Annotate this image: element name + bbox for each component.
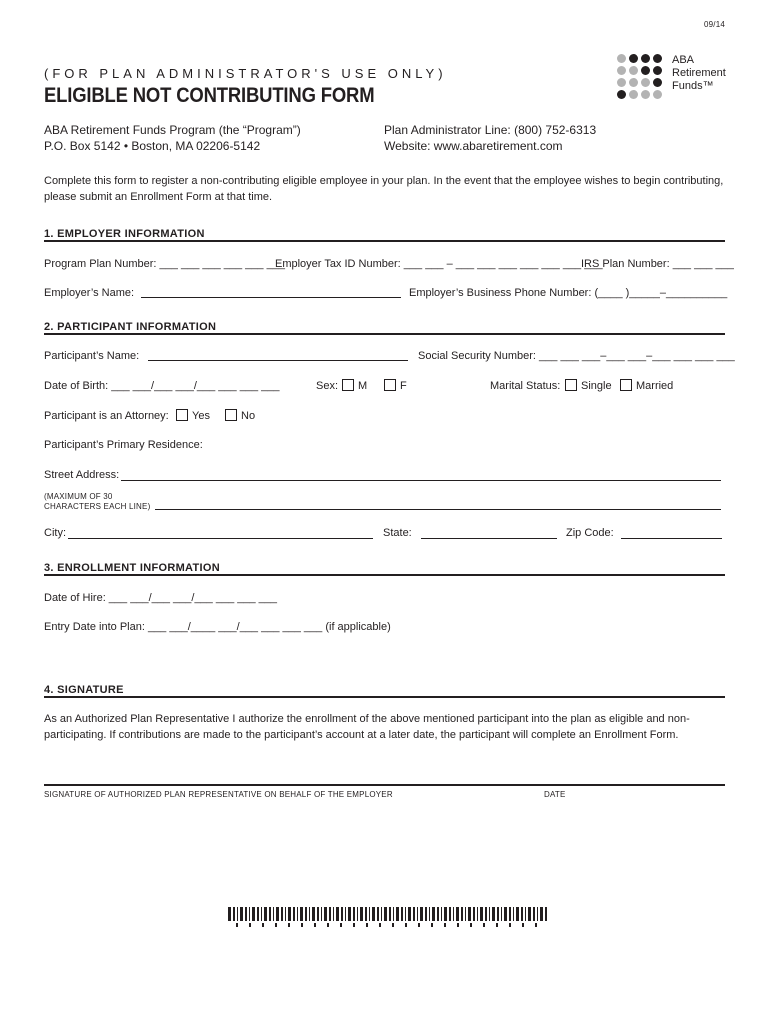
barcode-tick xyxy=(288,923,290,927)
barcode-tick xyxy=(470,923,472,927)
barcode-tick xyxy=(327,923,329,927)
logo-dot xyxy=(653,54,662,63)
barcode-bar xyxy=(537,907,538,921)
barcode-bar xyxy=(521,907,523,921)
logo-text-line2: Retirement xyxy=(672,67,726,79)
sex-f-checkbox[interactable] xyxy=(384,379,396,391)
barcode-bar xyxy=(324,907,327,921)
signature-line[interactable] xyxy=(44,784,725,786)
barcode-bar xyxy=(420,907,423,921)
logo-dot xyxy=(629,90,638,99)
attorney-yes-option[interactable] xyxy=(176,409,210,422)
intro-paragraph: Complete this form to register a non-contributing eligible employee in your plan. In the event that the employee wishes to begin contributing, please submit an Enrollment Form at that time. xyxy=(44,175,724,203)
logo-dot xyxy=(629,66,638,75)
logo-dot xyxy=(629,54,638,63)
sex-f-option[interactable] xyxy=(384,379,407,392)
sex-m-checkbox[interactable] xyxy=(342,379,354,391)
logo-dot xyxy=(641,90,650,99)
section-divider xyxy=(44,574,725,576)
barcode-bar xyxy=(309,907,310,921)
section-heading-employer: 1. EMPLOYER INFORMATION xyxy=(44,228,205,240)
barcode-bar xyxy=(437,907,439,921)
barcode-bar xyxy=(353,907,355,921)
logo-dot xyxy=(629,78,638,87)
barcode-bar xyxy=(545,907,547,921)
max-chars-note-line2: CHARACTERS EACH LINE) xyxy=(44,502,151,511)
street-address-line2[interactable] xyxy=(155,509,721,510)
section-heading-participant: 2. PARTICIPANT INFORMATION xyxy=(44,321,217,333)
admin-use-only-label: (FOR PLAN ADMINISTRATOR'S USE ONLY) xyxy=(44,66,447,81)
barcode-bar xyxy=(413,907,415,921)
marital-single-label: Single xyxy=(581,380,612,392)
zip-code-label: Zip Code: xyxy=(566,527,614,539)
barcode-bar xyxy=(372,907,375,921)
barcode-bar xyxy=(425,907,427,921)
barcode-bar xyxy=(393,907,394,921)
barcode-bar xyxy=(345,907,346,921)
barcode-bar xyxy=(369,907,370,921)
logo-dot xyxy=(617,90,626,99)
state-label: State: xyxy=(383,527,412,539)
barcode-bar xyxy=(276,907,279,921)
city-field[interactable] xyxy=(68,538,373,539)
attorney-no-checkbox[interactable] xyxy=(225,409,237,421)
logo-dot xyxy=(641,66,650,75)
barcode-bar xyxy=(444,907,447,921)
section-heading-enrollment: 3. ENROLLMENT INFORMATION xyxy=(44,562,220,574)
barcode-bar xyxy=(461,907,463,921)
barcode-bar xyxy=(449,907,451,921)
barcode-bar xyxy=(237,907,238,921)
form-title: ELIGIBLE NOT CONTRIBUTING FORM xyxy=(44,84,375,107)
ssn-field[interactable]: Social Security Number: ___ ___ ___–___ ___–___ ___ ___ ___ xyxy=(418,350,735,362)
barcode-bar xyxy=(480,907,483,921)
barcode-bar xyxy=(300,907,303,921)
barcode-bar xyxy=(513,907,514,921)
barcode-tick xyxy=(418,923,420,927)
barcode-bar xyxy=(233,907,235,921)
employer-name-label: Employer’s Name: xyxy=(44,287,135,299)
barcode-tick xyxy=(379,923,381,927)
attorney-no-option[interactable] xyxy=(225,409,255,422)
business-phone-field[interactable]: Employer’s Business Phone Number: (____ )_____–__________ xyxy=(409,287,728,299)
barcode-bar xyxy=(341,907,343,921)
barcode-bar xyxy=(453,907,454,921)
barcode-bar xyxy=(365,907,367,921)
logo-dot xyxy=(617,54,626,63)
marital-status-label: Marital Status: xyxy=(490,380,561,392)
section-divider xyxy=(44,696,725,698)
barcode-bar xyxy=(264,907,267,921)
barcode-bar xyxy=(465,907,466,921)
marital-single-option[interactable] xyxy=(565,379,612,392)
barcode-tick xyxy=(483,923,485,927)
logo-text-line3: Funds™ xyxy=(672,80,714,92)
barcode-bar xyxy=(489,907,490,921)
barcode-bar xyxy=(432,907,435,921)
section-divider xyxy=(44,333,725,335)
attorney-label: Participant is an Attorney: xyxy=(44,410,169,422)
barcode-bar xyxy=(401,907,403,921)
barcode-bar xyxy=(441,907,442,921)
barcode-bar xyxy=(269,907,271,921)
employer-tax-id-field[interactable]: Employer Tax ID Number: ___ ___ – ___ ___ ___ ___ ___ ___ ___ xyxy=(275,258,603,270)
logo-dot xyxy=(641,78,650,87)
logo-dot xyxy=(653,90,662,99)
barcode-bar xyxy=(360,907,363,921)
barcode-tick xyxy=(366,923,368,927)
barcode-bar xyxy=(281,907,283,921)
barcode-bar xyxy=(417,907,418,921)
form-version-date: 09/14 xyxy=(704,20,726,29)
primary-residence-label: Participant’s Primary Residence: xyxy=(44,439,203,451)
marital-married-option[interactable] xyxy=(620,379,673,392)
barcode-bar xyxy=(540,907,543,921)
barcode-bar xyxy=(396,907,399,921)
city-label: City: xyxy=(44,527,66,539)
barcode-bar xyxy=(257,907,259,921)
barcode-bar xyxy=(504,907,507,921)
barcode-bar xyxy=(245,907,247,921)
barcode-bar xyxy=(525,907,526,921)
logo-dot xyxy=(617,78,626,87)
irs-plan-number-field[interactable]: IRS Plan Number: ___ ___ ___ xyxy=(581,258,734,270)
logo-dot xyxy=(653,78,662,87)
barcode-bar xyxy=(348,907,351,921)
attorney-no-label: No xyxy=(241,410,256,422)
barcode-bar xyxy=(381,907,382,921)
barcode-bar xyxy=(456,907,459,921)
barcode-bar xyxy=(249,907,250,921)
sex-f-label: F xyxy=(400,380,407,392)
barcode-bar xyxy=(468,907,471,921)
form-barcode xyxy=(228,907,548,929)
aba-logo xyxy=(617,54,727,106)
barcode-tick xyxy=(444,923,446,927)
barcode-bar xyxy=(405,907,406,921)
sex-m-option[interactable] xyxy=(342,379,367,392)
barcode-bar xyxy=(228,907,231,921)
barcode-tick xyxy=(431,923,433,927)
barcode-tick xyxy=(353,923,355,927)
participant-name-field[interactable] xyxy=(148,360,408,361)
date-of-birth-field[interactable]: Date of Birth: ___ ___/___ ___/___ ___ ___ ___ xyxy=(44,380,280,392)
state-field[interactable] xyxy=(421,538,557,539)
marital-single-checkbox[interactable] xyxy=(565,379,577,391)
barcode-bar xyxy=(473,907,475,921)
barcode-bar xyxy=(429,907,430,921)
barcode-bar xyxy=(333,907,334,921)
barcode-bar xyxy=(497,907,499,921)
participant-name-label: Participant’s Name: xyxy=(44,350,140,362)
barcode-tick xyxy=(522,923,524,927)
barcode-tick xyxy=(405,923,407,927)
program-name: ABA Retirement Funds Program (the “Program”) xyxy=(44,123,301,137)
barcode-tick xyxy=(314,923,316,927)
logo-text-line1: ABA xyxy=(672,54,695,66)
barcode-bar xyxy=(252,907,255,921)
barcode-tick xyxy=(535,923,537,927)
barcode-tick xyxy=(236,923,238,927)
barcode-bar xyxy=(285,907,286,921)
barcode-bar xyxy=(273,907,274,921)
barcode-bar xyxy=(377,907,379,921)
barcode-bar xyxy=(297,907,298,921)
barcode-bar xyxy=(528,907,531,921)
barcode-tick xyxy=(340,923,342,927)
barcode-bar xyxy=(293,907,295,921)
attorney-yes-checkbox[interactable] xyxy=(176,409,188,421)
barcode-bar xyxy=(336,907,339,921)
barcode-tick xyxy=(301,923,303,927)
marital-married-label: Married xyxy=(636,380,674,392)
barcode-bar xyxy=(509,907,511,921)
entry-date-field[interactable]: Entry Date into Plan: ___ ___/____ ___/___ ___ ___ ___ (if applicable) xyxy=(44,621,391,633)
barcode-bar xyxy=(317,907,319,921)
date-caption: DATE xyxy=(544,790,566,799)
barcode-bar xyxy=(501,907,502,921)
program-address: P.O. Box 5142 • Boston, MA 02206-5142 xyxy=(44,139,261,153)
street-address-label: Street Address: xyxy=(44,469,120,481)
barcode-bar xyxy=(384,907,387,921)
barcode-tick xyxy=(392,923,394,927)
section-divider xyxy=(44,240,725,242)
website: Website: www.abaretirement.com xyxy=(384,139,563,153)
barcode-bar xyxy=(329,907,331,921)
barcode-bar xyxy=(305,907,307,921)
barcode-bar xyxy=(485,907,487,921)
barcode-bar xyxy=(516,907,519,921)
barcode-bar xyxy=(240,907,243,921)
barcode-bar xyxy=(261,907,262,921)
employer-name-field[interactable] xyxy=(141,297,401,298)
barcode-tick xyxy=(509,923,511,927)
street-address-line1[interactable] xyxy=(121,480,721,481)
marital-married-checkbox[interactable] xyxy=(620,379,632,391)
barcode-bar xyxy=(288,907,291,921)
barcode-bar xyxy=(492,907,495,921)
barcode-bar xyxy=(477,907,478,921)
barcode-bar xyxy=(408,907,411,921)
plan-admin-phone: Plan Administrator Line: (800) 752-6313 xyxy=(384,123,597,137)
barcode-bar xyxy=(312,907,315,921)
zip-code-field[interactable] xyxy=(621,538,722,539)
barcode-tick xyxy=(457,923,459,927)
signature-authorization-text: As an Authorized Plan Representative I authorize the enrollment of the above mentioned participant into the plan as eligible and non-participating. If contributions are made to the participant’s account at a later date, the participant will complete an Enrollment Form. xyxy=(44,713,690,741)
logo-dot xyxy=(641,54,650,63)
logo-dot xyxy=(617,66,626,75)
sex-label: Sex: xyxy=(316,380,339,392)
signature-caption: SIGNATURE OF AUTHORIZED PLAN REPRESENTATIVE ON BEHALF OF THE EMPLOYER xyxy=(44,790,393,799)
barcode-tick xyxy=(262,923,264,927)
date-of-hire-field[interactable]: Date of Hire: ___ ___/___ ___/___ ___ ___ ___ xyxy=(44,592,278,604)
barcode-tick xyxy=(496,923,498,927)
logo-dot xyxy=(653,66,662,75)
max-chars-note-line1: (MAXIMUM OF 30 xyxy=(44,492,113,501)
barcode-tick xyxy=(275,923,277,927)
barcode-tick xyxy=(249,923,251,927)
attorney-yes-label: Yes xyxy=(192,410,210,422)
barcode-bar xyxy=(533,907,535,921)
barcode-bar xyxy=(389,907,391,921)
program-plan-number-field[interactable]: Program Plan Number: ___ ___ ___ ___ ___ ___ xyxy=(44,258,285,270)
barcode-bar xyxy=(321,907,322,921)
barcode-bar xyxy=(357,907,358,921)
section-heading-signature: 4. SIGNATURE xyxy=(44,684,124,696)
sex-m-label: M xyxy=(358,380,368,392)
